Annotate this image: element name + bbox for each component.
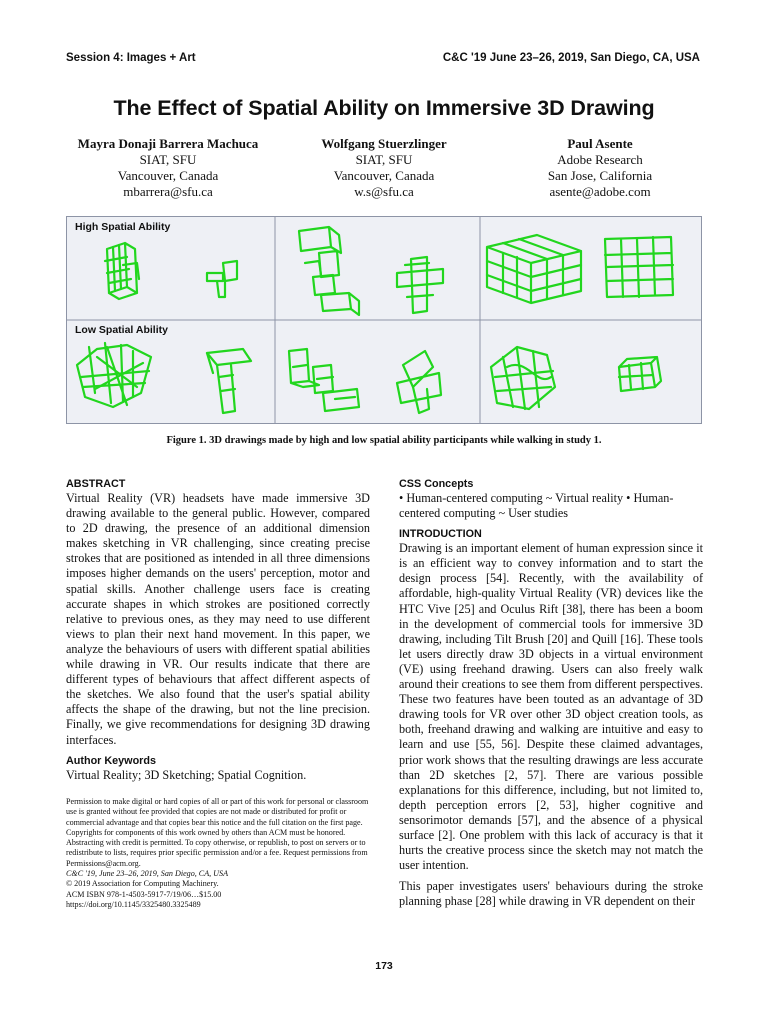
introduction-paragraph-1: Drawing is an important element of human expression since it is an efficient way to convey information and to start the design process [54]. Recently, with the availability of affordable, high-quality Virtual Reality (VR) devices like the HTC Vive [25] and Oculus Rift [38], there has been a boom in the development of commercial tools for immersive 3D drawing, including Tilt Brush [20] and Quill [16]. These tools let users directly draw 3D objects in a virtual environment (VE) using freehand drawing. Users can also freely walk around their creations to see them from different perspectives. These two features have been touted as an advantage of 3D drawing tools for VR over other 3D object creation tools, as both, freehand drawing and walking are intuitive and easy to learn and use [55, 56]. Despite these claimed advantages, prior work shows that the resulting drawings are less accurate than 2D sketches [2, 57]. There are various possible explanations for this difference, including, but not limited to, depth perception errors [2, 53], higher cognitive and sensorimotor demands [57], and the absence of a physical surface [2]. One problem with this lack of accuracy is that it hurts the creative process since the sketch may not match the user intention. [399,541,703,873]
author-affiliation: Adobe Research [557,152,643,167]
figure-caption: Figure 1. 3D drawings made by high and low spatial ability participants while walking in study 1. [166,435,602,446]
author-block [60,136,708,200]
author-name: Mayra Donaji Barrera Machuca [77,136,259,151]
author-email: asente@adobe.com [549,184,651,199]
permission-text: Permission to make digital or hard copies of all or part of this work for personal or classroom use is granted without fee provided that copies are not made or distributed for profit or commercial advantage and that copies bear this notice and the full citation on the first page. Copyrights for components of this work owned by others than ACM must be honored. Abstracting with credit is permitted. To copy otherwise, or republish, to post on servers or to redistribute to lists, requires prior specific permission and/or a fee. Request permissions from Permissions@acm.org. [66,797,369,868]
introduction-paragraph-2: This paper investigates users' behaviours during the stroke planning phase [28] while drawing in VR dependent on their [399,879,703,909]
author-email: mbarrera@sfu.ca [123,184,213,199]
paper-title: The Effect of Spatial Ability on Immersive 3D Drawing [113,96,655,120]
keywords-heading: Author Keywords [66,754,156,767]
right-column [399,477,703,909]
permission-block [66,797,370,910]
keywords-text: Virtual Reality; 3D Sketching; Spatial Cognition. [66,767,307,782]
author-name: Wolfgang Stuerzlinger [321,136,447,151]
author-affiliation: SIAT, SFU [139,152,197,167]
permission-copyright: © 2019 Association for Computing Machinery. [66,879,219,889]
running-head-session: Session 4: Images + Art [66,52,196,64]
page-number: 173 [375,960,393,972]
author-2 [276,136,492,200]
figure-1 [66,216,702,424]
author-location: Vancouver, Canada [117,168,219,183]
author-location: Vancouver, Canada [333,168,435,183]
left-column [66,477,370,783]
ccs-text: • Human-centered computing ~ Virtual reality • Human-centered computing ~ User studies [399,491,674,521]
abstract-heading: ABSTRACT [66,478,126,490]
introduction-heading: INTRODUCTION [399,528,482,541]
row-label-high: High Spatial Ability [75,221,171,233]
running-head-conference: C&C '19 June 23–26, 2019, San Diego, CA, USA [442,52,700,64]
author-3 [492,136,708,200]
permission-doi: https://doi.org/10.1145/3325480.3325489 [66,899,201,909]
author-location: San Jose, California [547,168,653,183]
permission-venue: C&C '19, June 23–26, 2019, San Diego, CA, USA [66,869,229,879]
abstract-text: Virtual Reality (VR) headsets have made immersive 3D drawing available to the general public. However, compared to 2D drawing, the presence of an additional dimension makes sketching in VR challenging, since creating precise strokes that are positioned as intended in all three dimensions imposes higher demands on the users' perception, motor and spatial skills. Another challenge users face is creating accurate shapes in which strokes are positioned correctly relative to previous ones, as they may need to use different views to plan their next hand movement. In this paper, we analyze the behaviours of users with different spatial abilities while drawing in VR. Our results indicate that there are different types of behaviours that affect different aspects of the sketches. We also found that the user's spatial ability affects the shape of the drawing, but not the line precision. Finally, we give recommendations for designing 3D drawing interfaces. [66,491,370,747]
author-email: w.s@sfu.ca [354,184,414,199]
figure-drawings [67,217,701,423]
author-name: Paul Asente [567,136,633,151]
author-1 [60,136,276,200]
row-label-low: Low Spatial Ability [75,324,168,336]
permission-isbn: ACM ISBN 978-1-4503-5917-7/19/06…$15.00 [66,889,222,899]
ccs-heading: CSS Concepts [399,478,474,490]
author-affiliation: SIAT, SFU [355,152,413,167]
